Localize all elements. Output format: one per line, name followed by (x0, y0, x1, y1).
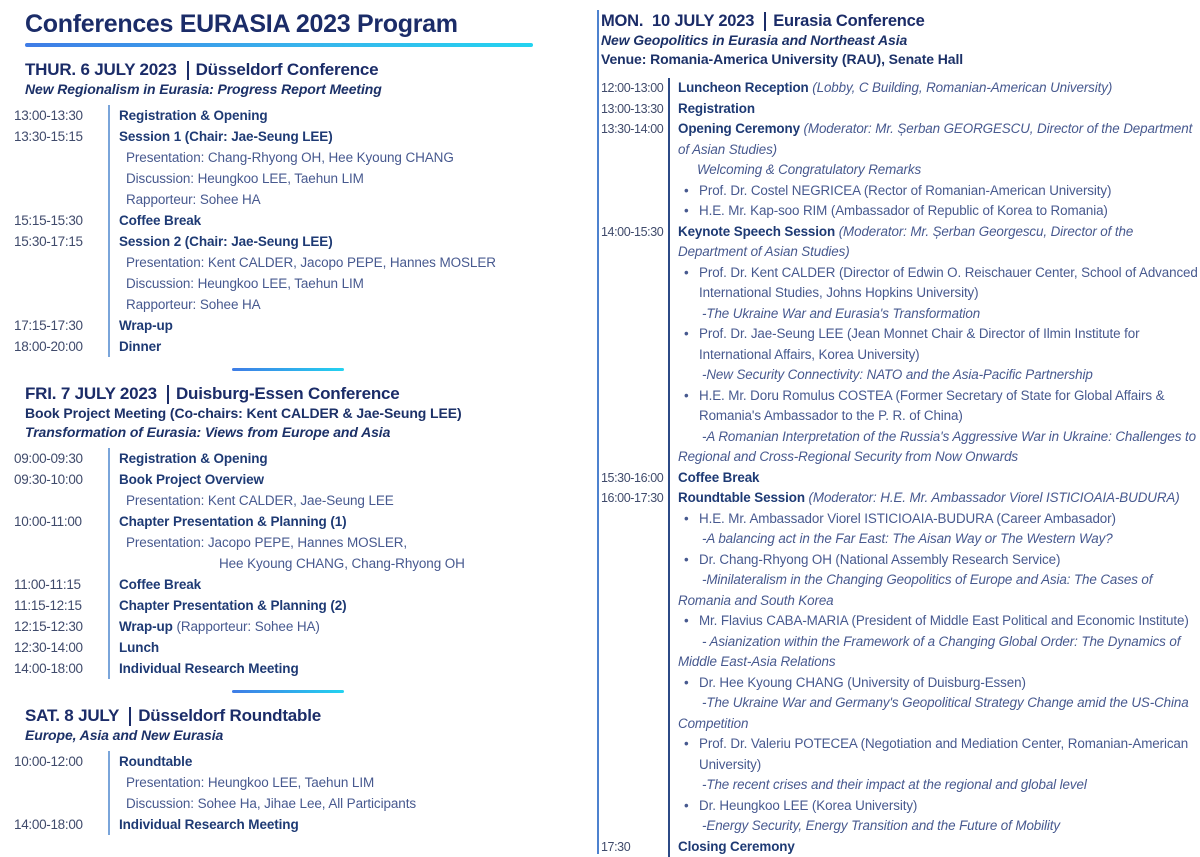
text-segment: H.E. Mr. Doru Romulus COSTEA (Former Secretary of State for Global Affairs & Romania's Ambassador to the P. R. of China) (699, 388, 1164, 424)
day-section (14, 706, 591, 835)
text-segment: Dr. Heungkoo LEE (Korea University) (699, 798, 917, 813)
day-subtitle: Europe, Asia and New Eurasia (25, 726, 591, 745)
schedule-row (14, 231, 591, 315)
text-segment: -New Security Connectivity: NATO and the Asia-Pacific Partnership (702, 367, 1093, 382)
day-date: SAT. 8 JULY (25, 706, 119, 726)
text-segment: Dr. Chang-Rhyong OH (National Assembly Research Service) (699, 552, 1060, 567)
day-date: FRI. 7 JULY 2023 (25, 384, 157, 404)
day-subtitle: Transformation of Eurasia: Views from Europe and Asia (25, 423, 591, 442)
schedule-row (14, 105, 591, 126)
time-label: 18:00-20:00 (14, 336, 108, 357)
text-segment: -A Romanian Interpretation of the Russia's Aggressive War in Ukraine: Challenges to Regional and Cross-Regional Security from Now Onwards (678, 429, 1196, 465)
text-segment: Prof. Dr. Jae-Seung LEE (Jean Monnet Chair & Director of Ilmin Institute for International Affairs, Korea University) (699, 326, 1139, 362)
text-segment: (Moderator: Mr. Șerban GEORGESCU, Director of the Department of Asian Studies) (678, 121, 1192, 157)
text-segment: Rapporteur: Sohee HA (126, 297, 261, 312)
day-venue: Venue: Romania-America University (RAU), Senate Hall (601, 50, 1199, 69)
text-segment: Coffee Break (119, 577, 201, 592)
row-content (108, 469, 591, 511)
text-segment: Welcoming & Congratulatory Remarks (697, 162, 921, 177)
event-line (119, 231, 591, 252)
time-label: 15:30-17:15 (14, 231, 108, 315)
text-segment: Prof. Dr. Costel NEGRICEA (Rector of Romanian-American University) (699, 183, 1111, 198)
event-line (678, 632, 1199, 673)
event-line (678, 78, 1199, 99)
time-label: 13:00-13:30 (601, 99, 668, 120)
text-segment: Dinner (119, 339, 161, 354)
text-segment: Registration & Opening (119, 108, 268, 123)
header-bar-divider (167, 385, 169, 404)
row-content (108, 315, 591, 336)
section-divider (232, 368, 344, 371)
page-title: Conferences EURASIA 2023 Program (25, 10, 591, 39)
header-bar-divider (764, 12, 766, 31)
text-segment: Hee Kyoung CHANG, Chang-Rhyong OH (219, 556, 465, 571)
schedule-row (14, 126, 591, 210)
bullet-line (678, 386, 1199, 427)
schedule-row (14, 315, 591, 336)
text-segment: Individual Research Meeting (119, 817, 299, 832)
time-label: 17:15-17:30 (14, 315, 108, 336)
row-content (108, 126, 591, 210)
text-segment: Presentation: Heungkoo LEE, Taehun LIM (126, 775, 374, 790)
text-segment: Presentation: Kent CALDER, Jacopo PEPE, Hannes MOSLER (126, 255, 496, 270)
day-date: THUR. 6 JULY 2023 (25, 60, 177, 80)
text-segment: Registration (678, 101, 755, 116)
day-sections (14, 60, 591, 835)
text-segment: Chapter Presentation & Planning (2) (119, 598, 347, 613)
title-underline (25, 43, 533, 47)
event-line (119, 294, 591, 315)
event-line (119, 105, 591, 126)
event-line (119, 147, 591, 168)
section-divider (232, 690, 344, 693)
day-date: MON. 10 JULY 2023 (601, 12, 754, 31)
schedule-row (14, 336, 591, 357)
row-content (108, 595, 591, 616)
text-segment: Individual Research Meeting (119, 661, 299, 676)
bullet-line (678, 796, 1199, 817)
time-label: 12:15-12:30 (14, 616, 108, 637)
row-content (108, 751, 591, 814)
schedule-row (601, 99, 1199, 120)
row-content (108, 210, 591, 231)
text-segment: Prof. Dr. Valeriu POTECEA (Negotiation and Mediation Center, Romanian-American University) (699, 736, 1188, 772)
time-label: 15:30-16:00 (601, 468, 668, 489)
column-divider (597, 10, 599, 854)
text-segment: Presentation: Kent CALDER, Jae-Seung LEE (126, 493, 394, 508)
bullet-line (678, 324, 1199, 365)
event-line (678, 365, 1199, 386)
text-segment: Session 2 (Chair: Jae-Seung LEE) (119, 234, 333, 249)
event-line (119, 772, 591, 793)
bullet-line (678, 181, 1199, 202)
text-segment: Presentation: Chang-Rhyong OH, Hee Kyoung CHANG (126, 150, 454, 165)
event-line (119, 658, 591, 679)
row-content (668, 99, 1199, 120)
event-line (119, 616, 591, 637)
row-content (668, 222, 1199, 468)
time-label: 13:30-15:15 (14, 126, 108, 210)
row-content (108, 511, 591, 574)
text-segment: -The Ukraine War and Eurasia's Transformation (702, 306, 980, 321)
event-line (678, 529, 1199, 550)
row-content (668, 78, 1199, 99)
schedule-row (601, 468, 1199, 489)
text-segment: Keynote Speech Session (678, 224, 839, 239)
day-subtitle: New Geopolitics in Eurasia and Northeast Asia (601, 31, 1199, 50)
text-segment: Discussion: Heungkoo LEE, Taehun LIM (126, 171, 364, 186)
schedule-row (14, 574, 591, 595)
day-conference-name: Düsseldorf Conference (196, 60, 379, 80)
schedule-row (601, 78, 1199, 99)
day-header (25, 384, 591, 404)
text-segment: Closing Ceremony (678, 839, 795, 854)
time-label: 14:00-15:30 (601, 222, 668, 468)
time-label: 17:30 (601, 837, 668, 857)
event-line (119, 751, 591, 772)
row-content (108, 231, 591, 315)
text-segment: Prof. Dr. Kent CALDER (Director of Edwin O. Reischauer Center, School of Advanced International Studies, Johns Hopkins University) (699, 265, 1198, 301)
day-subtitle: Book Project Meeting (Co-chairs: Kent CALDER & Jae-Seung LEE) (25, 404, 591, 423)
event-line (678, 570, 1199, 611)
event-line (119, 574, 591, 595)
row-content (108, 814, 591, 835)
event-line (119, 168, 591, 189)
bullet-line (678, 611, 1199, 632)
text-segment: Dr. Hee Kyoung CHANG (University of Duisburg-Essen) (699, 675, 1026, 690)
bullet-line (678, 734, 1199, 775)
text-segment: Discussion: Sohee Ha, Jihae Lee, All Participants (126, 796, 416, 811)
event-line (119, 490, 591, 511)
bullet-line (678, 550, 1199, 571)
event-line (119, 448, 591, 469)
event-line (678, 775, 1199, 796)
event-line (678, 304, 1199, 325)
time-label: 12:00-13:00 (601, 78, 668, 99)
text-segment: -The recent crises and their impact at the regional and global level (702, 777, 1087, 792)
schedule (14, 105, 591, 357)
schedule-row (601, 119, 1199, 222)
event-line (678, 468, 1199, 489)
text-segment: Session 1 (Chair: Jae-Seung LEE) (119, 129, 333, 144)
row-content (668, 119, 1199, 222)
schedule-row (14, 469, 591, 511)
text-segment: Lunch (119, 640, 159, 655)
schedule (14, 751, 591, 835)
time-label: 16:00-17:30 (601, 488, 668, 837)
row-content (668, 468, 1199, 489)
event-line (119, 126, 591, 147)
event-line (678, 99, 1199, 120)
bullet-line (678, 263, 1199, 304)
bullet-line (678, 673, 1199, 694)
text-segment: Opening Ceremony (678, 121, 804, 136)
schedule (601, 78, 1199, 857)
event-line (119, 189, 591, 210)
time-label: 09:30-10:00 (14, 469, 108, 511)
text-segment: Chapter Presentation & Planning (1) (119, 514, 347, 529)
time-label: 10:00-12:00 (14, 751, 108, 814)
event-line (119, 273, 591, 294)
day-header (601, 12, 1199, 31)
event-line (119, 553, 591, 574)
day-conference-name: Eurasia Conference (773, 12, 924, 31)
row-content (108, 574, 591, 595)
bullet-line (678, 201, 1199, 222)
left-column (14, 10, 591, 835)
time-label: 10:00-11:00 (14, 511, 108, 574)
time-label: 15:15-15:30 (14, 210, 108, 231)
text-segment: Luncheon Reception (678, 80, 812, 95)
schedule-row (14, 210, 591, 231)
event-line (119, 595, 591, 616)
event-line (119, 793, 591, 814)
event-line (678, 222, 1199, 263)
text-segment: -Energy Security, Energy Transition and the Future of Mobility (702, 818, 1060, 833)
schedule-row (14, 595, 591, 616)
event-line (119, 511, 591, 532)
text-segment: Discussion: Heungkoo LEE, Taehun LIM (126, 276, 364, 291)
schedule-row (14, 637, 591, 658)
event-line (119, 469, 591, 490)
event-line (119, 532, 591, 553)
row-content (108, 105, 591, 126)
schedule (14, 448, 591, 679)
time-label: 11:00-11:15 (14, 574, 108, 595)
event-line (119, 315, 591, 336)
row-content (108, 658, 591, 679)
event-line (119, 210, 591, 231)
bullet-line (678, 509, 1199, 530)
text-segment: Roundtable (119, 754, 192, 769)
text-segment: Registration & Opening (119, 451, 268, 466)
schedule-row (14, 658, 591, 679)
text-segment: (Moderator: H.E. Mr. Ambassador Viorel ISTICIOAIA-BUDURA) (809, 490, 1180, 505)
time-label: 13:30-14:00 (601, 119, 668, 222)
text-segment: Presentation: Jacopo PEPE, Hannes MOSLER, (126, 535, 407, 550)
row-content (668, 488, 1199, 837)
day-header (25, 60, 591, 80)
schedule-row (14, 751, 591, 814)
text-segment: -The Ukraine War and Germany's Geopolitical Strategy Change amid the US-China Competition (678, 695, 1189, 731)
text-segment: -Minilateralism in the Changing Geopolitics of Europe and Asia: The Cases of Romania and South Korea (678, 572, 1152, 608)
event-line (119, 814, 591, 835)
row-content (108, 616, 591, 637)
schedule-row (14, 616, 591, 637)
day-conference-name: Duisburg-Essen Conference (176, 384, 400, 404)
time-label: 11:15-12:15 (14, 595, 108, 616)
schedule-row (14, 448, 591, 469)
text-segment: Wrap-up (119, 619, 176, 634)
day-header (25, 706, 591, 726)
event-line (119, 336, 591, 357)
event-line (678, 488, 1199, 509)
text-segment: - Asianization within the Framework of a Changing Global Order: The Dynamics of Middle East-Asia Relations (678, 634, 1180, 670)
text-segment: Coffee Break (678, 470, 759, 485)
text-segment: Rapporteur: Sohee HA (126, 192, 261, 207)
time-label: 14:00-18:00 (14, 658, 108, 679)
event-line (678, 693, 1199, 734)
schedule-row (14, 511, 591, 574)
day-section (14, 384, 591, 679)
day-conference-name: Düsseldorf Roundtable (138, 706, 321, 726)
schedule-row (601, 488, 1199, 837)
header-bar-divider (187, 61, 189, 80)
text-segment: Wrap-up (119, 318, 173, 333)
event-line (678, 816, 1199, 837)
text-segment: (Moderator: Mr. Șerban Georgescu, Director of the Department of Asian Studies) (678, 224, 1133, 260)
schedule-row (14, 814, 591, 835)
event-line (678, 427, 1199, 468)
right-column (601, 12, 1199, 857)
text-segment: (Lobby, C Building, Romanian-American University) (812, 80, 1112, 95)
row-content (108, 448, 591, 469)
text-segment: (Rapporteur: Sohee HA) (176, 619, 319, 634)
time-label: 12:30-14:00 (14, 637, 108, 658)
text-segment: Book Project Overview (119, 472, 264, 487)
text-segment: Roundtable Session (678, 490, 809, 505)
event-line (678, 160, 1199, 181)
time-label: 14:00-18:00 (14, 814, 108, 835)
row-content (108, 336, 591, 357)
event-line (119, 637, 591, 658)
time-label: 09:00-09:30 (14, 448, 108, 469)
header-bar-divider (129, 707, 131, 726)
day-subtitle: New Regionalism in Eurasia: Progress Report Meeting (25, 80, 591, 99)
time-label: 13:00-13:30 (14, 105, 108, 126)
text-segment: H.E. Mr. Kap-soo RIM (Ambassador of Republic of Korea to Romania) (699, 203, 1108, 218)
text-segment: Mr. Flavius CABA-MARIA (President of Middle East Political and Economic Institute) (699, 613, 1189, 628)
day-section (14, 60, 591, 357)
text-segment: Coffee Break (119, 213, 201, 228)
schedule-row (601, 222, 1199, 468)
text-segment: -A balancing act in the Far East: The Aisan Way or The Western Way? (702, 531, 1113, 546)
event-line (119, 252, 591, 273)
text-segment: H.E. Mr. Ambassador Viorel ISTICIOAIA-BUDURA (Career Ambasador) (699, 511, 1116, 526)
row-content (108, 637, 591, 658)
event-line (678, 119, 1199, 160)
